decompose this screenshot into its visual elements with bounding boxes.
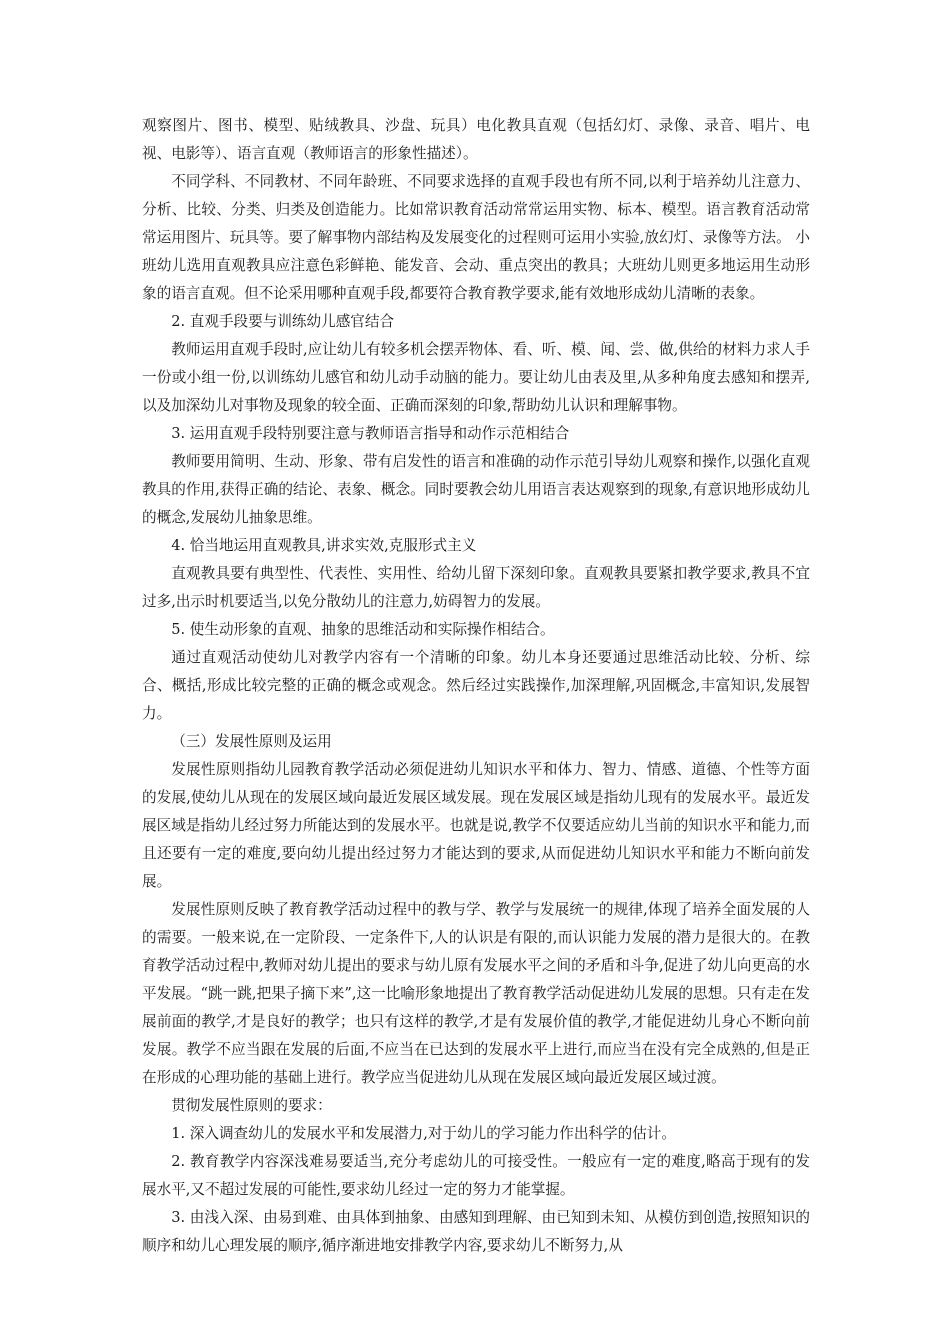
paragraph-sensory-training: 教师运用直观手段时,应让幼儿有较多机会摆弄物体、看、听、模、闻、尝、做,供给的材料力求人手一份或小组一份,以训练幼儿感官和幼儿动手动脑的能力。要让幼儿由表及里,从多种角度去感知和摆弄,以及加深幼儿对事物及现象的较全面、正确而深刻的印象,帮助幼儿认识和理解事物。	[142, 341, 810, 414]
heading-point-5: 5. 使生动形象的直观、抽象的思维活动和实际操作相结合。	[171, 621, 555, 638]
paragraph-visual-means-selection: 不同学科、不同教材、不同年龄班、不同要求选择的直观手段也有所不同,以利于培养幼儿注意力、分析、比较、分类、归类及创造能力。比如常识教育活动常常运用实物、标本、模型。语言教育活动常常运用图片、玩具等。要了解事物内部结构及发展变化的过程则可运用小实验,放幻灯、录像等方法。 小班幼儿选用直观教具应注意色彩鲜艳、能发音、会动、重点突出的教具；大班幼儿则更多地运用生动形象的语言直观。但不论采用哪种直观手段,都要符合教育教学要求,能有效地形成幼儿清晰的表象。	[142, 173, 810, 302]
paragraph-principle-reflection: 发展性原则反映了教育教学活动过程中的教与学、教学与发展统一的规律,体现了培养全面发展的人的需要。一般来说,在一定阶段、一定条件下,人的认识是有限的,而认识能力发展的潜力是很大的。在教育教学活动过程中,教师对幼儿提出的要求与幼儿原有发展水平之间的矛盾和斗争,促进了幼儿向更高的水平发展。“跳一跳,把果子摘下来”,这一比喻形象地提出了教育教学活动促进幼儿发展的思想。只有走在发展前面的教学,才是良好的教学；也只有这样的教学,才是有发展价值的教学,才能促进幼儿身心不断向前发展。教学不应当跟在发展的后面,不应当在已达到的发展水平上进行,而应当在没有完全成熟的,但是正在形成的心理功能的基础上进行。教学应当促进幼儿从现在发展区域向最近发展区域过渡。	[142, 901, 810, 1086]
paragraph-continuation: 观察图片、图书、模型、贴绒教具、沙盘、玩具）电化教具直观（包括幻灯、录像、录音、唱片、电视、电影等）、语言直观（教师语言的形象性描述）。	[142, 117, 810, 162]
list-item-requirement-2: 2. 教育教学内容深浅难易要适当,充分考虑幼儿的可接受性。一般应有一定的难度,略高于现有的发展水平,又不超过发展的可能性,要求幼儿经过一定的努力才能掌握。	[142, 1153, 810, 1198]
paragraph-requirements-intro: 贯彻发展性原则的要求：	[171, 1097, 332, 1114]
paragraph-thinking-activity: 通过直观活动使幼儿对教学内容有一个清晰的印象。幼儿本身还要通过思维活动比较、分析、综合、概括,形成比较完整的正确的概念或观念。然后经过实践操作,加深理解,巩固概念,丰富知识,发展智力。	[142, 649, 810, 722]
heading-point-2: 2. 直观手段要与训练幼儿感官结合	[171, 313, 395, 330]
section-heading-developmental-principle: （三）发展性原则及运用	[171, 733, 332, 750]
list-item-requirement-3: 3. 由浅入深、由易到难、由具体到抽象、由感知到理解、由已知到未知、从模仿到创造,按照知识的顺序和幼儿心理发展的顺序,循序渐进地安排教学内容,要求幼儿不断努力,从	[142, 1209, 810, 1254]
paragraph-principle-definition: 发展性原则指幼儿园教育教学活动必须促进幼儿知识水平和体力、智力、情感、道德、个性等方面的发展,使幼儿从现在的发展区域向最近发展区域发展。现在发展区域是指幼儿现有的发展水平。最近发展区域是指幼儿经过努力所能达到的发展水平。也就是说,教学不仅要适应幼儿当前的知识水平和能力,而且还要有一定的难度,要向幼儿提出经过努力才能达到的要求,从而促进幼儿知识水平和能力不断向前发展。	[142, 761, 810, 890]
paragraph-language-guidance: 教师要用简明、生动、形象、带有启发性的语言和准确的动作示范引导幼儿观察和操作,以强化直观教具的作用,获得正确的结论、表象、概念。同时要教会幼儿用语言表达观察到的现象,有意识地形成幼儿的概念,发展幼儿抽象思维。	[142, 453, 810, 526]
list-item-requirement-1: 1. 深入调查幼儿的发展水平和发展潜力,对于幼儿的学习能力作出科学的估计。	[171, 1125, 676, 1142]
paragraph-teaching-aids: 直观教具要有典型性、代表性、实用性、给幼儿留下深刻印象。直观教具要紧扣教学要求,教具不宜过多,出示时机要适当,以免分散幼儿的注意力,妨碍智力的发展。	[142, 565, 810, 610]
document-page	[142, 112, 810, 1260]
heading-point-3: 3. 运用直观手段特别要注意与教师语言指导和动作示范相结合	[171, 425, 570, 442]
heading-point-4: 4. 恰当地运用直观教具,讲求实效,克服形式主义	[171, 537, 477, 554]
